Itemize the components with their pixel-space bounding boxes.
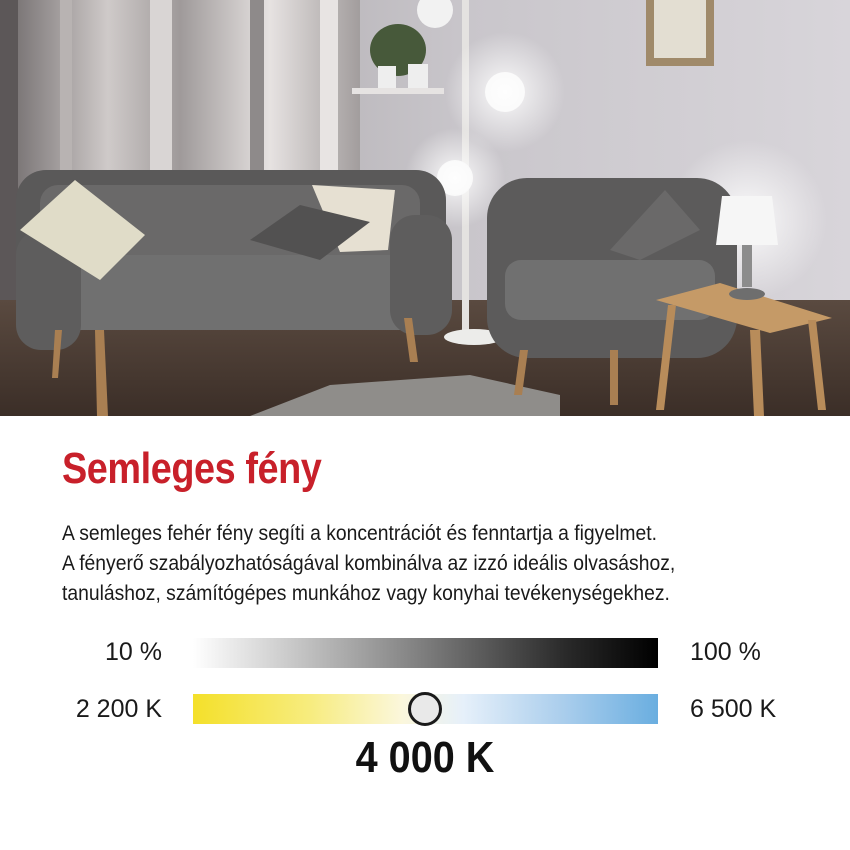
temperature-min-label: 2 200 K [75, 695, 162, 723]
temperature-slider-knob[interactable] [408, 692, 442, 726]
page-title: Semleges fény [62, 444, 322, 493]
brightness-min-label: 10 % [105, 638, 162, 666]
brightness-max-label: 100 % [690, 638, 761, 666]
description-line: tanuláshoz, számítógépes munkához vagy konyhai tevékenységekhez. [62, 582, 670, 605]
current-temperature-value: 4 000 K [355, 733, 495, 782]
description-line: A semleges fehér fény segíti a koncentrációt és fenntartja a figyelmet. [62, 522, 657, 545]
brightness-gradient-bar [193, 638, 658, 668]
temperature-max-label: 6 500 K [690, 695, 777, 723]
description-line: A fényerő szabályozhatóságával kombinálva az izzó ideális olvasáshoz, [62, 552, 676, 575]
description [62, 519, 761, 609]
living-room-photo [0, 0, 850, 416]
